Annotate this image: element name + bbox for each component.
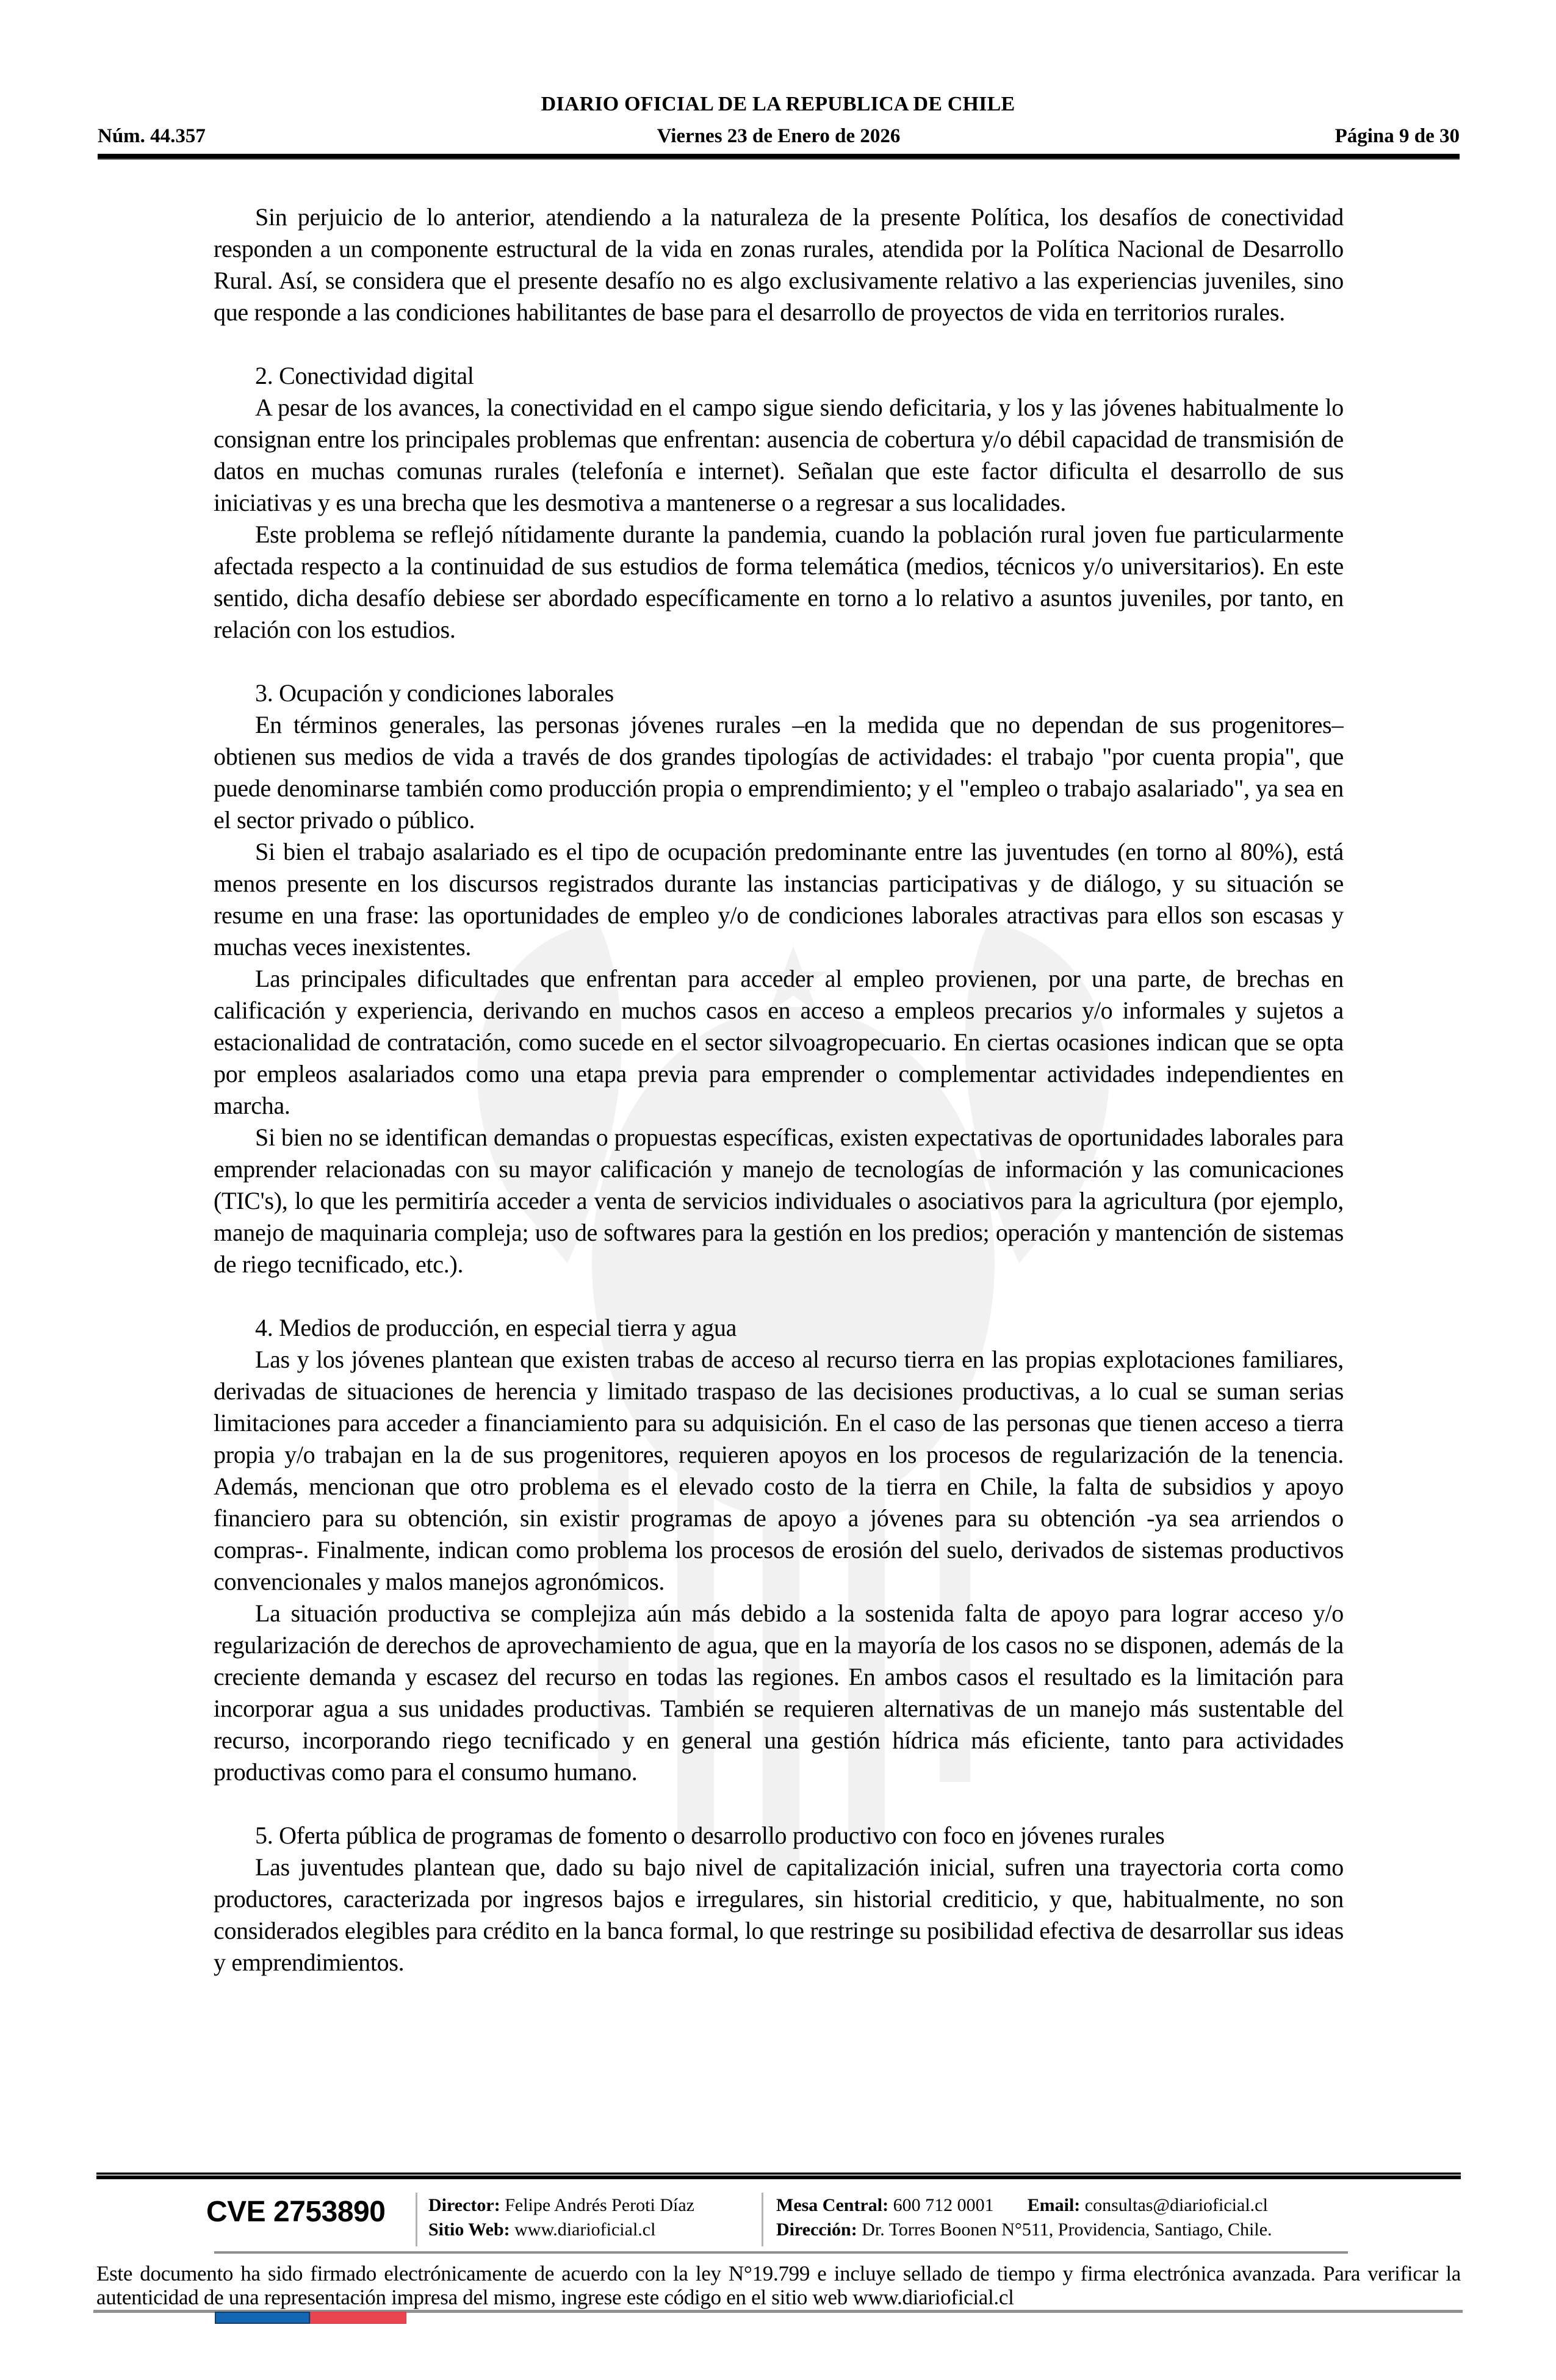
issue-number: Núm. 44.357 (98, 125, 206, 147)
direccion-label: Dirección: (776, 2220, 857, 2240)
direccion-line (776, 2218, 1272, 2242)
footer-divider (416, 2193, 417, 2246)
body-paragraph: Las juventudes plantean que, dado su bajo nivel de capitalización inicial, sufren una trayectoria corta como productores, caracterizada por ingresos bajos e irregulares, sin historial crediticio, y que, habitualmente, no son considerados elegibles para crédito en la banca formal, lo que restringe su posibilidad efectiva de desarrollar sus ideas y emprendimientos. (214, 1853, 1344, 1976)
edition-date: Viernes 23 de Enero de 2026 (657, 125, 901, 147)
body-paragraph: Este problema se reflejó nítidamente durante la pandemia, cuando la población rural joven fue particularmente afectada respecto a la continuidad de sus estudios de forma telemática (medios, técnicos y/o universitarios). En este sentido, dicha desafío debiese ser abordado específicamente en torno a lo relativo a asuntos juveniles, por tanto, en relación con los estudios. (214, 521, 1344, 643)
mesa-central-label: Mesa Central: (776, 2195, 889, 2215)
flag-blue-block (215, 2312, 310, 2324)
legal-notice: Este documento ha sido firmado electrónicamente de acuerdo con la ley N°19.799 e incluye sellado de tiempo y firma electrónica avanzada. Para verificar la autenticidad de una representación impresa del mismo, ingrese este código en el sitio web www.diarioficial.cl (96, 2262, 1461, 2309)
sitio-web-value: www.diarioficial.cl (514, 2220, 656, 2240)
section-heading-3: 3. Ocupación y condiciones laborales (255, 679, 614, 707)
header-rule (98, 154, 1460, 160)
body-paragraph: La situación productiva se complejiza aún más debido a la sostenida falta de apoyo para lograr acceso y/o regularización de derechos de aprovechamiento de agua, que en la mayoría de los casos no se disponen, además de la creciente demanda y escasez del recurso en todas las regiones. En ambos casos el resultado es la limitación para incorporar agua a sus unidades productivas. También se requieren alternativas de un manejo más sustentable del recurso, incorporando riego tecnificado y en general una gestión hídrica más eficiente, tanto para actividades productivas como para el consumo humano. (214, 1599, 1344, 1786)
sitio-web-label: Sitio Web: (428, 2220, 510, 2240)
section-heading-4: 4. Medios de producción, en especial tierra y agua (255, 1314, 737, 1341)
body-paragraph: Si bien el trabajo asalariado es el tipo de ocupación predominante entre las juventudes (en torno al 80%), está menos presente en los discursos registrados durante las instancias participativas y de diálogo, y su situación se resume en una frase: las oportunidades de empleo y/o de condiciones laborales atractivas para ellos son escasas y muchas veces inexistentes. (214, 838, 1344, 961)
newspaper-title: DIARIO OFICIAL DE LA REPUBLICA DE CHILE (541, 93, 1015, 115)
chile-flag-logo (215, 2312, 406, 2324)
footer-rule-middle (214, 2251, 1348, 2254)
director-label: Director: (428, 2195, 500, 2215)
footer-contact-column (776, 2193, 1272, 2242)
director-value: Felipe Andrés Peroti Díaz (505, 2195, 694, 2215)
mesa-central-value: 600 712 0001 (893, 2195, 994, 2215)
header-meta-row (98, 123, 1460, 149)
email-label: Email: (1027, 2195, 1081, 2215)
sitio-web-line (428, 2218, 694, 2242)
body-paragraph: A pesar de los avances, la conectividad en el campo sigue siendo deficitaria, y los y las jóvenes habitualmente lo consignan entre los principales problemas que enfrentan: ausencia de cobertura y/o débil capacidad de transmisión de datos en muchas comunas rurales (telefonía e internet). Señalan que este factor dificulta el desarrollo de sus iniciativas y es una brecha que les desmotiva a mantenerse o a regresar a sus localidades. (214, 394, 1344, 516)
body-paragraph: Las principales dificultades que enfrentan para acceder al empleo provienen, por una parte, de brechas en calificación y experiencia, derivando en muchos casos en acceso a empleos precarios y/o informales y sujetos a estacionalidad de contratación, como sucede en el sector silvoagropecuario. En ciertas ocasiones indican que se opta por empleos asalariados como una etapa previa para emprender o complementar actividades independientes en marcha. (214, 965, 1344, 1119)
body-paragraph: Las y los jóvenes plantean que existen trabas de acceso al recurso tierra en las propias explotaciones familiares, derivadas de situaciones de herencia y limitado traspaso de las decisiones productivas, a lo cual se suman serias limitaciones para acceder a financiamiento para su adquisición. En el caso de las personas que tienen acceso a tierra propia y/o trabajan en la de sus progenitores, requieren apoyos en los procesos de regularización de la tenencia. Además, mencionan que otro problema es el elevado costo de la tierra en Chile, la falta de subsidios y apoyo financiero para su obtención, sin existir programas de apoyo a jóvenes para su obtención -ya sea arriendos o compras-. Finalmente, indican como problema los procesos de erosión del suelo, derivados de sistemas productivos convencionales y malos manejos agronómicos. (214, 1346, 1344, 1595)
body-paragraph: En términos generales, las personas jóvenes rurales –en la medida que no dependan de sus progenitores– obtienen sus medios de vida a través de dos grandes tipologías de actividades: el trabajo "por cuenta propia", que puede denominarse también como producción propia o emprendimiento; y el "empleo o trabajo asalariado", ya sea en el sector privado o público. (214, 711, 1344, 834)
section-heading-2: 2. Conectividad digital (255, 362, 474, 389)
mesa-central-line (776, 2193, 1272, 2218)
footer-divider (762, 2193, 763, 2246)
section-heading-5: 5. Oferta pública de programas de fomento o desarrollo productivo con foco en jóvenes rurales (255, 1822, 1165, 1849)
body-paragraph: Si bien no se identifican demandas o propuestas específicas, existen expectativas de oportunidades laborales para emprender relacionadas con su mayor calificación y manejo de tecnologías de información y las comunicaciones (TIC's), lo que les permitiría acceder a venta de servicios individuales o asociativos para la agricultura (por ejemplo, manejo de maquinaria compleja; uso de softwares para la gestión en los predios; operación y mantención de sistemas de riego tecnificado, etc.). (214, 1123, 1344, 1278)
body-paragraph: Sin perjuicio de lo anterior, atendiendo a la naturaleza de la presente Política, los desafíos de conectividad responden a un componente estructural de la vida en zonas rurales, atendida por la Política Nacional de Desarrollo Rural. Así, se considera que el presente desafío no es algo exclusivamente relativo a las experiencias juveniles, sino que responde a las condiciones habilitantes de base para el desarrollo de proyectos de vida en territorios rurales. (214, 203, 1344, 326)
direccion-value: Dr. Torres Boonen N°511, Providencia, Santiago, Chile. (862, 2220, 1272, 2240)
director-line (428, 2193, 694, 2218)
document-body (214, 201, 1344, 2169)
email-value: consultas@diarioficial.cl (1084, 2195, 1268, 2215)
flag-red-block (310, 2312, 406, 2324)
footer-director-column (428, 2193, 694, 2242)
cve-code: CVE 2753890 (206, 2196, 386, 2228)
footer-rule-top (96, 2173, 1461, 2179)
page-indicator: Página 9 de 30 (1334, 125, 1460, 147)
